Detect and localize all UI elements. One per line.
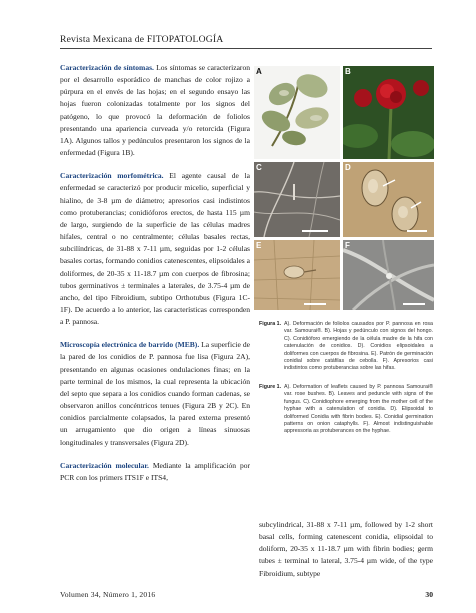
figure-caption-english: [259, 384, 433, 436]
paragraph-lead: Caracterización morfométrica.: [60, 171, 164, 181]
photo-conidiophore: [254, 162, 340, 237]
paragraph-sem: [60, 339, 250, 448]
paragraph-lead: Caracterización molecular.: [60, 460, 149, 470]
paragraph-text: Mediante la amplificación por PCR con los primers ITS1F e ITS4,: [60, 460, 251, 482]
photo-deformed-leaflets: [254, 66, 340, 159]
paragraph-text: El agente causal de la enfermedad se caracterizó por producir micelio, superficial y hialino, de 3-8 µm de diámetro; apresorios casi indistintos como protuberancias; conidióforos erectos, de hasta 115 µm de largo, surgiendo de la superficie de las células madres hifales, central o no centralmente; células basales rectas, subcilíndricas, de 31-88 x 7-11 µm, seguidas por 1-2 células basales cortas, formando conidios catenescentes, elipsoidales a doliformes, de 20-35 x 11-18.7 µm con cuerpos de fibrosina; tubos germinativos ± terminales a laterales, de 3.75-4 µm de ancho, del tipo Fibroidium, subtipo Orthotubus (Figura 1C-1F). De acuerdo a lo anterior, las características corresponden a P. pannosa.: [60, 171, 250, 327]
leaf-illustration: [254, 66, 340, 159]
appressoria-illustration: [343, 240, 434, 310]
paragraph-text: La superficie de la pared de los conidios de P. pannosa fue lisa (Figura 2A), presentando en algunas ocasiones ondulaciones finas; en la parte terminal de los mismos, la cual representa la ubicación del septo que separa a los conidios cuando forman cadenas, se observaron anillos concéntricos tenues (Figura 2B y 2C). En conidios parcialmente colapsados, la pared externa presentó un arrugamiento que dio origen a líneas sinuosas longitudinales y transversales (Figura 2D).: [60, 340, 250, 447]
photo-appressoria: [343, 240, 434, 310]
paragraph-english-continuation: subcylindrical, 31-88 x 7-11 µm, followed by 1-2 short basal cells, forming catenescent conidia, elipsoidal to doliform, 20-35 x 11-18.7 µm with fibrin bodies; germ tubes ± terminal to lateral, 3.75-4 µm wide, of the type Fibroidium, subtype: [259, 520, 433, 578]
panel-label-d: D: [345, 163, 351, 172]
caption-label: Figure 1.: [259, 384, 282, 390]
left-column: [60, 62, 250, 484]
figure-caption-spanish: [259, 321, 433, 373]
conidia-illustration: [343, 162, 434, 237]
photo-conidia: [343, 162, 434, 237]
caption-text: A). Deformation of leaflets caused by P. pannosa Samourai® var. rose bushes. B). Leaves and peduncle with signs of the fungus. C). Conidiophore emerging from the mother cell of the hyphae with a catenulation of conidia. D). Elipsoidal to doliformed Conidia with fibrin bodies. E). Conidial germination patterns on onion cataphylls. F). Almost indistinguishable appressoria as protuberances on the hyphae.: [284, 384, 433, 435]
caption-label: Figura 1.: [259, 321, 282, 327]
paragraph-lead: Caracterización de síntomas.: [60, 63, 154, 72]
footer-volume: Volumen 34, Número 1, 2016: [60, 590, 156, 599]
hyphae-illustration: [254, 162, 340, 237]
header-rule: [60, 48, 432, 49]
panel-label-b: B: [345, 67, 351, 76]
panel-label-c: C: [256, 163, 262, 172]
journal-header: Revista Mexicana de FITOPATOLOGÍA: [60, 34, 224, 45]
figure-1-panel: [254, 66, 434, 310]
paragraph-morphometric: [60, 170, 250, 328]
paragraph-molecular: [60, 460, 250, 484]
paragraph-text: Los síntomas se caracterizaron por el desarrollo esporádico de manchas de color rojizo a púrpura en el envés de las hojas; en el segundo ensayo las hojas fueron colonizadas totalmente por los signos del patógeno, lo que provocó la deformación de foliolos presentando una apariencia curveada y/o retorcida (Figura 1A). Algunos tallos y pedúnculos presentaron los signos de la enfermedad (Figura 1B).: [60, 63, 250, 158]
photo-germination: [254, 240, 340, 310]
panel-label-f: F: [345, 241, 350, 250]
panel-label-a: A: [256, 67, 262, 76]
page-number: 30: [425, 590, 433, 599]
right-column: [259, 519, 433, 580]
caption-text: A). Deformación de foliolos causados por P. pannosa en rosa var. Samourai®. B). Hojas y pedúnculo con signos del hongo. C). Conidióforo emergiendo de la célula madre de la hifa con catenulación de conidios. D). Conidios elipsoidales a doliformes con cuerpos de fibrosina. E). Patrón de germinación conidial sobre catáfilas de cebolla. F). Apresorios casi indistintos como protuberancias sobre las hifas.: [284, 321, 433, 372]
germination-illustration: [254, 240, 340, 310]
paragraph-symptoms: [60, 62, 250, 159]
rose-illustration: [343, 66, 434, 159]
photo-rose-peduncle: [343, 66, 434, 159]
paragraph-lead: Microscopía electrónica de barrido (MEB).: [60, 340, 200, 350]
panel-label-e: E: [256, 241, 262, 250]
